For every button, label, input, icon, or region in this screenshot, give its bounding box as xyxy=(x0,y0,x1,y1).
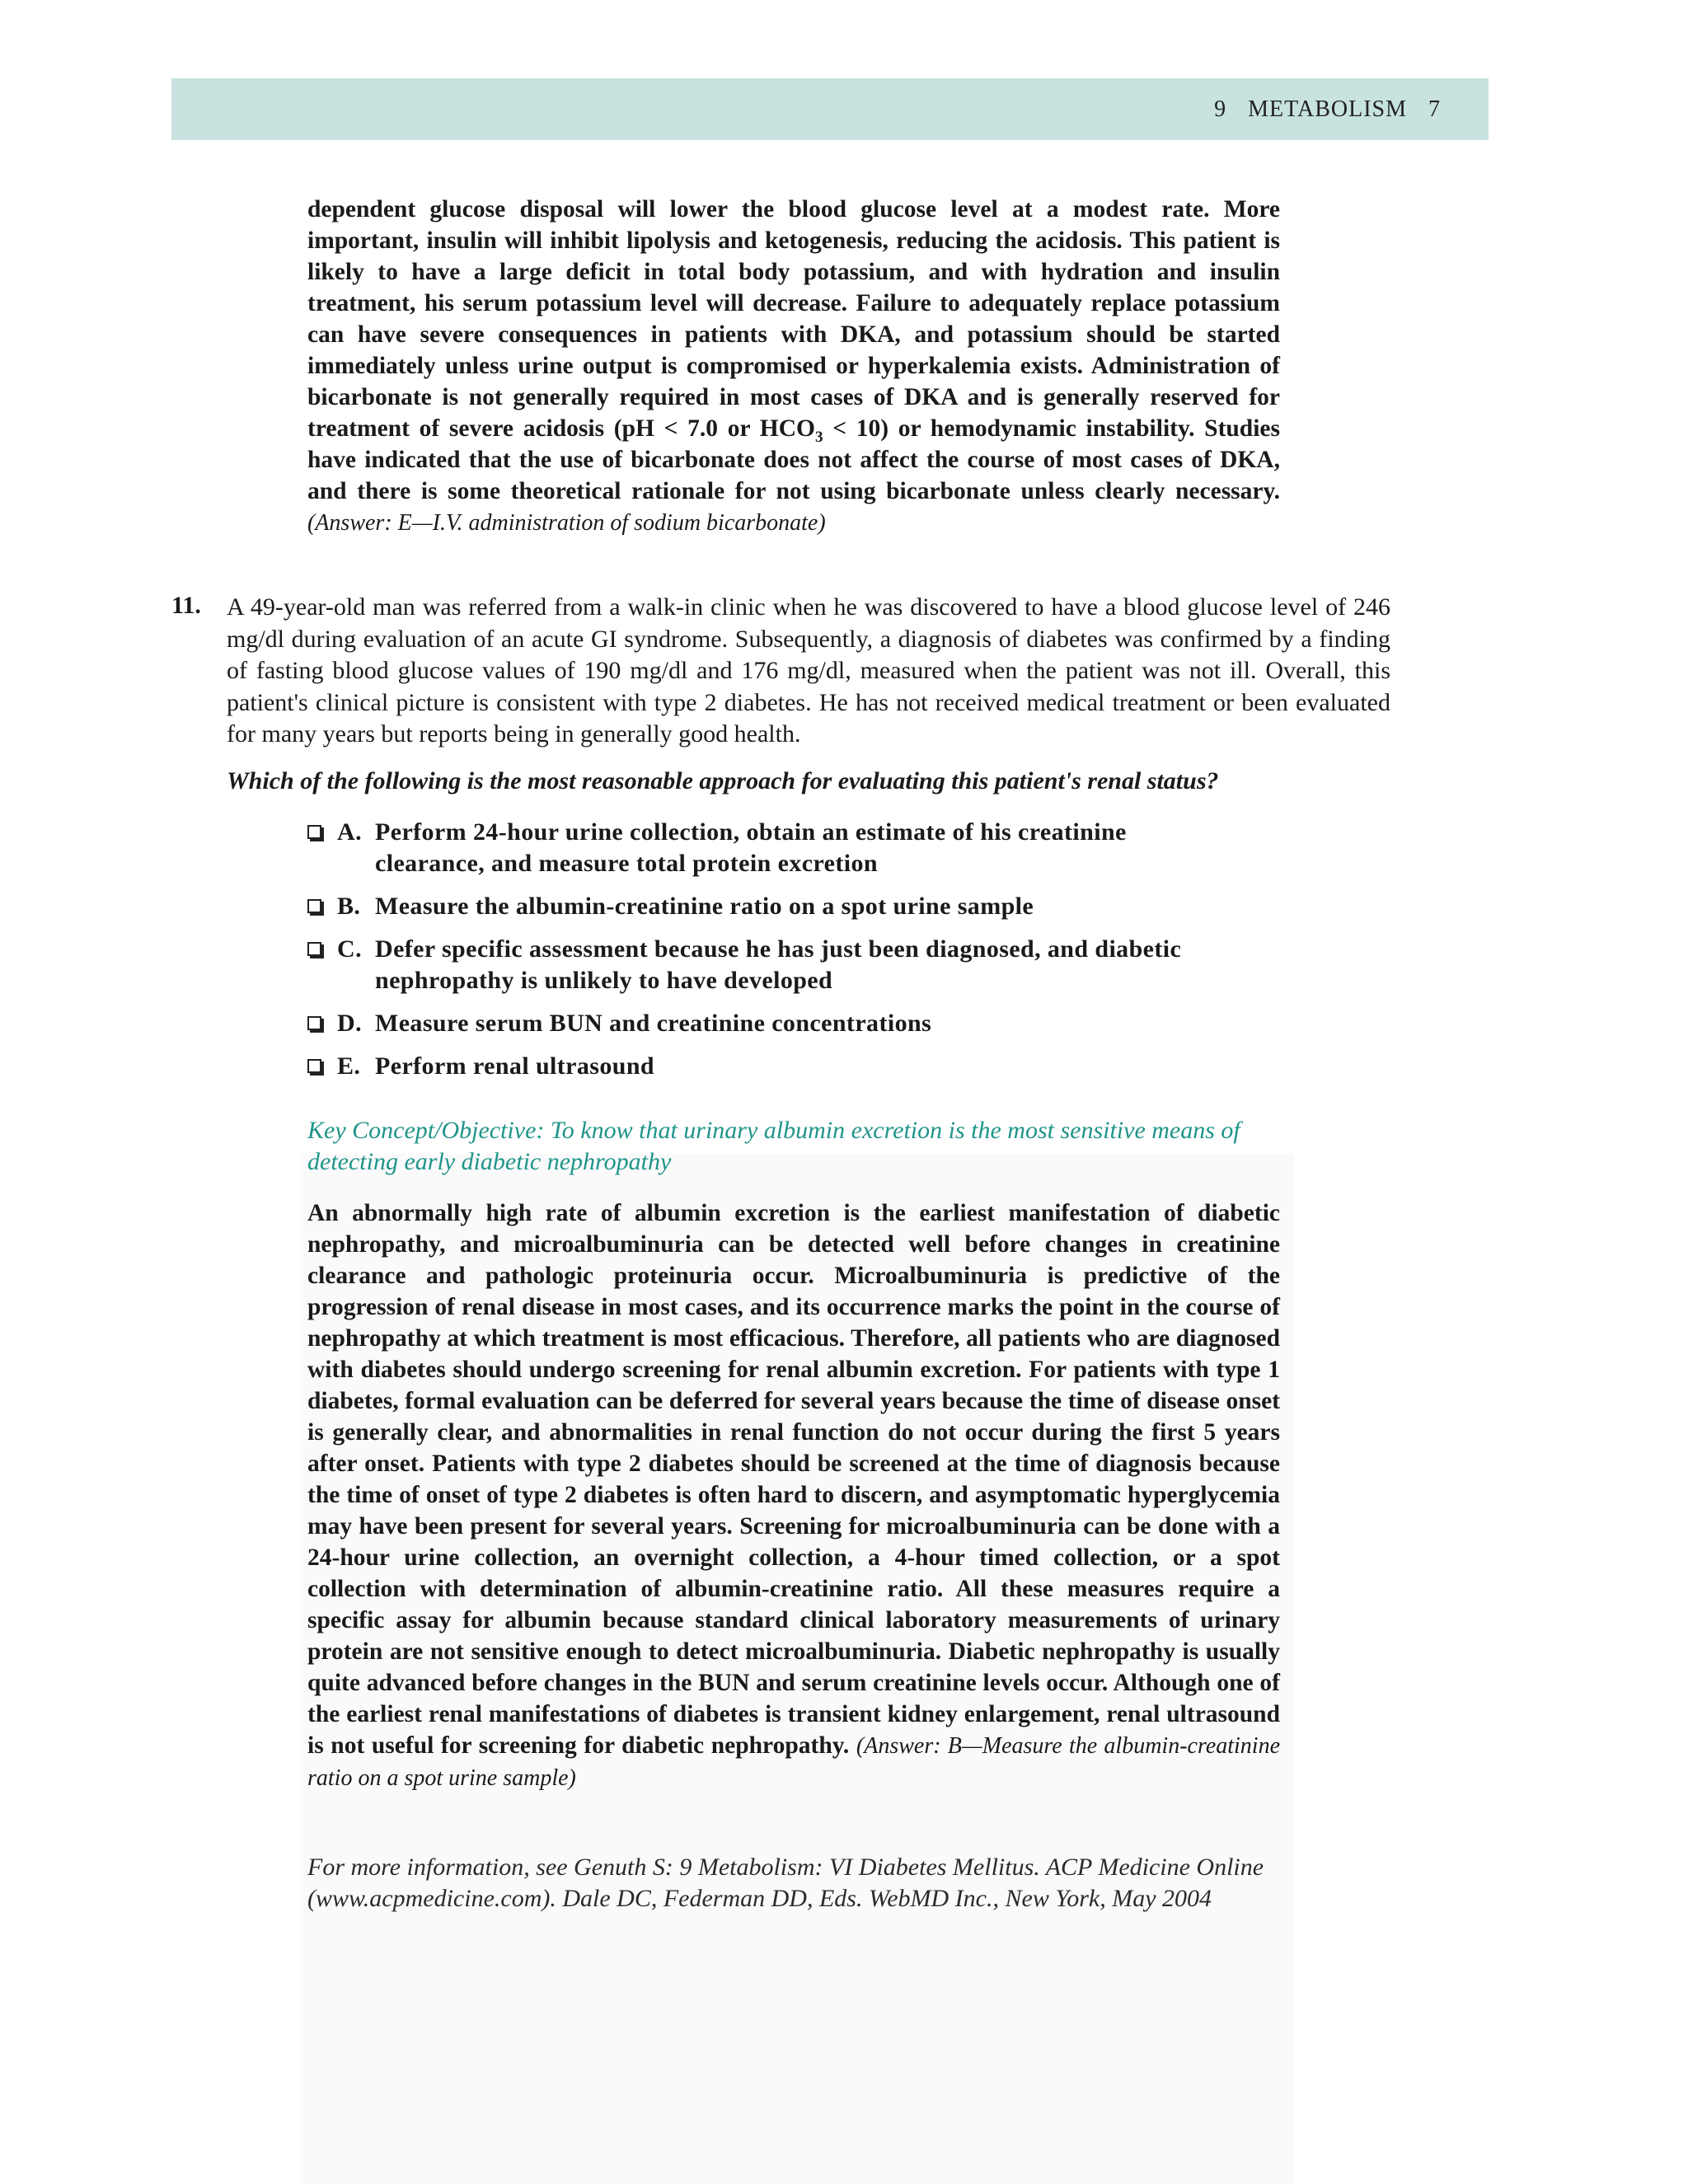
option-letter: E. xyxy=(337,1052,361,1080)
option-a[interactable] xyxy=(307,817,1214,879)
option-text: Perform renal ultrasound xyxy=(375,1052,655,1080)
chapter-title: METABOLISM xyxy=(1248,96,1407,122)
option-letter: A. xyxy=(337,818,362,846)
running-header xyxy=(171,78,1489,140)
option-text: Measure the albumin-creatinine ratio on a spot urine sample xyxy=(375,893,1034,920)
option-e[interactable] xyxy=(307,1051,1214,1082)
option-letter: B. xyxy=(337,893,361,920)
option-text: Measure serum BUN and creatinine concentrations xyxy=(375,1010,932,1037)
explanation-answer: (Answer: B—Measure the albumin-creatinine ratio on a spot urine sample) xyxy=(307,1733,1281,1791)
previous-answer-text-cont: < 10) or hemodynamic instability. Studies have indicated that the use of bicarbonate does not affect the course of most cases of DKA, and there is some theoretical rationale for not using bicarbonate unless clearly necessary. xyxy=(307,415,1280,504)
running-head-text xyxy=(1199,96,1441,123)
hco3-subscript: 3 xyxy=(814,428,823,446)
previous-answer-text: dependent glucose disposal will lower the blood glucose level at a modest rate. More important, insulin will inhibit lipolysis and ketogenesis, reducing the acidosis. This patient is likely to have a large deficit in total body potassium, and with hydration and insulin treatment, his serum potassium level will decrease. Failure to adequately replace potassium can have severe consequences in patients with DKA, and potassium should be started immediately unless urine output is compromised or hyperkalemia exists. Administration of bicarbonate is not generally required in most cases of DKA and is generally reserved for treatment of severe acidosis (pH < 7.0 or HCO xyxy=(307,196,1280,442)
option-b[interactable] xyxy=(307,891,1214,922)
page-number: 7 xyxy=(1428,96,1441,122)
question-prompt: Which of the following is the most reasonable approach for evaluating this patient's renal status? xyxy=(227,767,1219,794)
answer-options xyxy=(307,817,1214,1094)
previous-answer-explanation xyxy=(307,194,1280,539)
option-text: Defer specific assessment because he has just been diagnosed, and diabetic nephropathy is unlikely to have developed xyxy=(375,935,1182,994)
option-d[interactable] xyxy=(307,1008,1214,1039)
option-letter: C. xyxy=(337,935,362,963)
chapter-number: 9 xyxy=(1214,96,1227,122)
checkbox-icon[interactable] xyxy=(307,899,321,913)
key-concept: Key Concept/Objective: To know that urinary albumin excretion is the most sensitive means of detecting early diabetic nephropathy xyxy=(307,1117,1240,1175)
checkbox-icon[interactable] xyxy=(307,825,321,839)
option-c[interactable] xyxy=(307,934,1214,996)
question-number: 11. xyxy=(171,592,201,619)
question-stem: A 49-year-old man was referred from a walk-in clinic when he was discovered to have a blood glucose level of 246 mg/dl during evaluation of an acute GI syndrome. Subsequently, a diagnosis of diabetes was confirmed by a finding of fasting blood glucose values of 190 mg/dl and 176 mg/dl, measured when the patient was not ill. Overall, this patient's clinical picture is consistent with type 2 diabetes. He has not received medical treatment or been evaluated for many years but reports being in generally good health. xyxy=(227,593,1390,748)
option-text: Perform 24-hour urine collection, obtain an estimate of his creatinine clearance, and measure total protein excretion xyxy=(375,818,1127,877)
previous-answer-key: (Answer: E—I.V. administration of sodium bicarbonate) xyxy=(307,510,826,536)
option-letter: D. xyxy=(337,1010,362,1037)
checkbox-icon[interactable] xyxy=(307,1016,321,1030)
explanation xyxy=(307,1197,1280,1794)
explanation-text: An abnormally high rate of albumin excretion is the earliest manifestation of diabetic nephropathy, and microalbuminuria can be detected well before changes in creatinine clearance and pathologic proteinuria occur. Microalbuminuria is predictive of the progression of renal disease in most cases, and its occurrence marks the point in the course of nephropathy at which treatment is most efficacious. Therefore, all patients who are diagnosed with diabetes should undergo screening for renal albumin excretion. For patients with type 1 diabetes, formal evaluation can be deferred for several years because the time of disease onset is generally clear, and abnormalities in renal function do not occur during the first 5 years after onset. Patients with type 2 diabetes should be screened at the time of diagnosis because the time of onset of type 2 diabetes is often hard to discern, and asymptomatic hyperglycemia may have been present for several years. Screening for microalbuminuria can be done with a 24-hour urine collection, an overnight collection, a 4-hour timed collection, or a spot collection with determination of albumin-creatinine ratio. All these measures require a specific assay for albumin because standard clinical laboratory measurements of urinary protein are not sensitive enough to detect microalbuminuria. Diabetic nephropathy is usually quite advanced before changes in the BUN and serum creatinine levels occur. Although one of the earliest renal manifestations of diabetes is transient kidney enlargement, renal ultrasound is not useful for screening for diabetic nephropathy. xyxy=(307,1200,1280,1759)
more-information-reference: For more information, see Genuth S: 9 Metabolism: VI Diabetes Mellitus. ACP Medicine Online (www.acpmedicine.com). Dale DC, Federman DD, Eds. WebMD Inc., New York, May 2004 xyxy=(307,1854,1264,1912)
checkbox-icon[interactable] xyxy=(307,942,321,956)
checkbox-icon[interactable] xyxy=(307,1059,321,1073)
